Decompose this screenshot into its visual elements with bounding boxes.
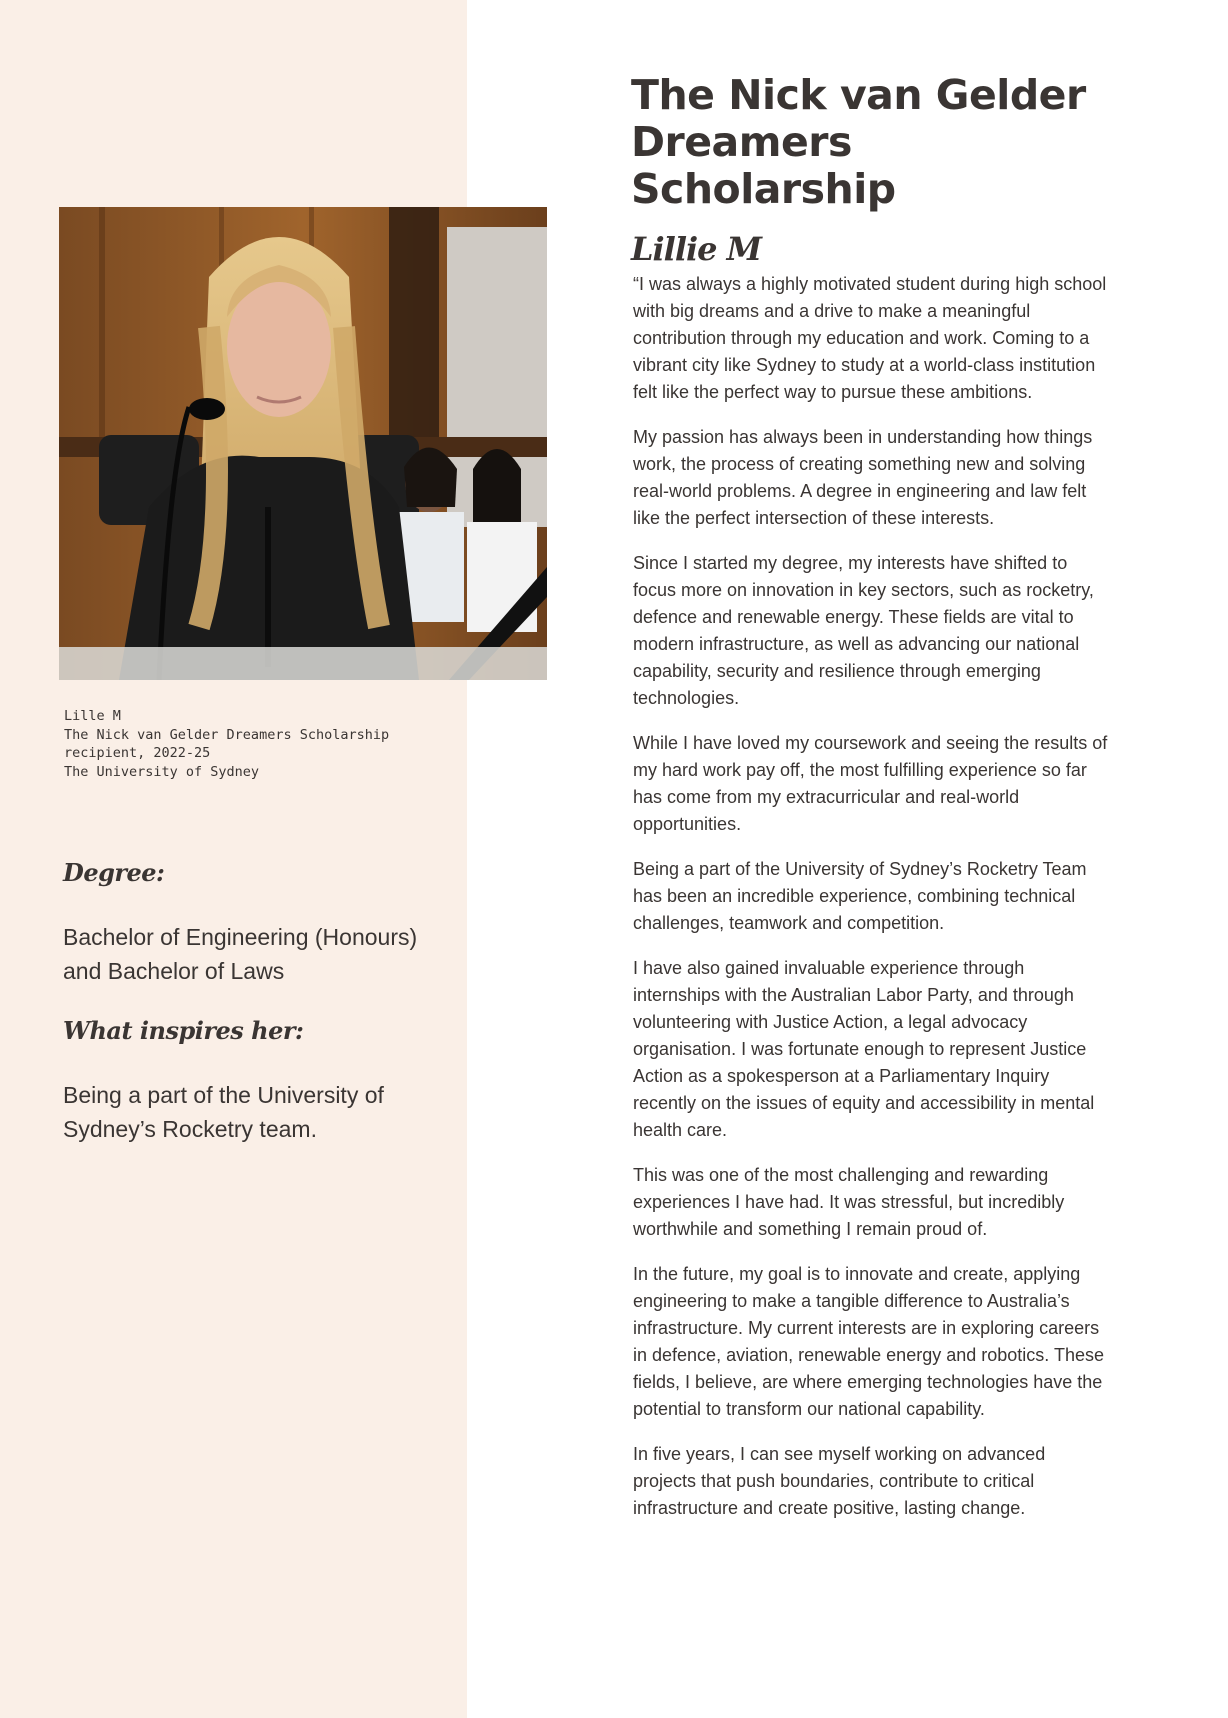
body-paragraph: In five years, I can see myself working on advanced projects that push boundaries, contribute to critical infrastructure and create positive, lasting change. <box>633 1444 1046 1518</box>
caption-university: The University of Sydney <box>64 763 260 780</box>
page-title: The Nick van Gelder Dreamers Scholarship <box>631 71 1086 213</box>
caption-name: Lille M <box>64 708 121 724</box>
inspiration-block <box>63 1014 458 1146</box>
body-paragraph: Being a part of the University of Sydney’s Rocketry Team has been an incredible experience, combining technical challenges, teamwork and competition. <box>633 859 1087 933</box>
degree-value: Bachelor of Engineering (Honours) and Bachelor of Laws <box>63 924 418 984</box>
caption-recipient-years: recipient, 2022-25 <box>64 745 211 762</box>
scholar-photo-illustration <box>59 207 547 680</box>
body-paragraph: Since I started my degree, my interests have shifted to focus more on innovation in key sectors, such as rocketry, defence and renewable energy. These fields are vital to modern infrastructure, as well as advancing our national capability, security and resilience through emerging technologies. <box>633 553 1094 708</box>
body-paragraph: This was one of the most challenging and rewarding experiences I have had. It was stressful, but incredibly worthwhile and something I remain proud of. <box>633 1165 1065 1239</box>
scholar-photo <box>59 207 547 680</box>
degree-label: Degree: <box>63 858 165 887</box>
scholar-name: Lillie M <box>631 230 762 268</box>
body-paragraph: I have also gained invaluable experience through internships with the Australian Labor Party, and through volunteering with Justice Action, a legal advocacy organisation. I was fortunate enough to represent Justice Action as a spokesperson at a Parliamentary Inquiry recently on the issues of equity and accessibility in mental health care. <box>633 958 1095 1140</box>
facts-section <box>63 856 458 1146</box>
photo-caption <box>64 707 464 781</box>
body-paragraph: While I have loved my coursework and seeing the results of my hard work pay off, the most fulfilling experience so far has come from my extracurricular and real-world opportunities. <box>633 733 1108 834</box>
degree-block <box>63 856 458 988</box>
caption-scholarship: The Nick van Gelder Dreamers Scholarship <box>64 726 390 743</box>
header-section <box>631 72 1111 269</box>
body-paragraph: My passion has always been in understanding how things work, the process of creating something new and solving real-world problems. A degree in engineering and law felt like the perfect intersection of these interests. <box>633 427 1093 528</box>
inspires-label: What inspires her: <box>63 1016 304 1045</box>
body-paragraph: “I was always a highly motivated student during high school with big dreams and a drive to make a meaningful contribution through my education and work. Coming to a vibrant city like Sydney to study at a world-class institution felt like the perfect way to pursue these ambitions. <box>633 274 1107 402</box>
body-paragraph: In the future, my goal is to innovate and create, applying engineering to make a tangible difference to Australia’s infrastructure. My current interests are in exploring careers in defence, aviation, renewable energy and robotics. These fields, I believe, are where emerging technologies have the potential to transform our national capability. <box>633 1264 1104 1419</box>
inspires-value: Being a part of the University of Sydney’s Rocketry team. <box>63 1082 384 1142</box>
testimonial-body <box>633 271 1111 1540</box>
